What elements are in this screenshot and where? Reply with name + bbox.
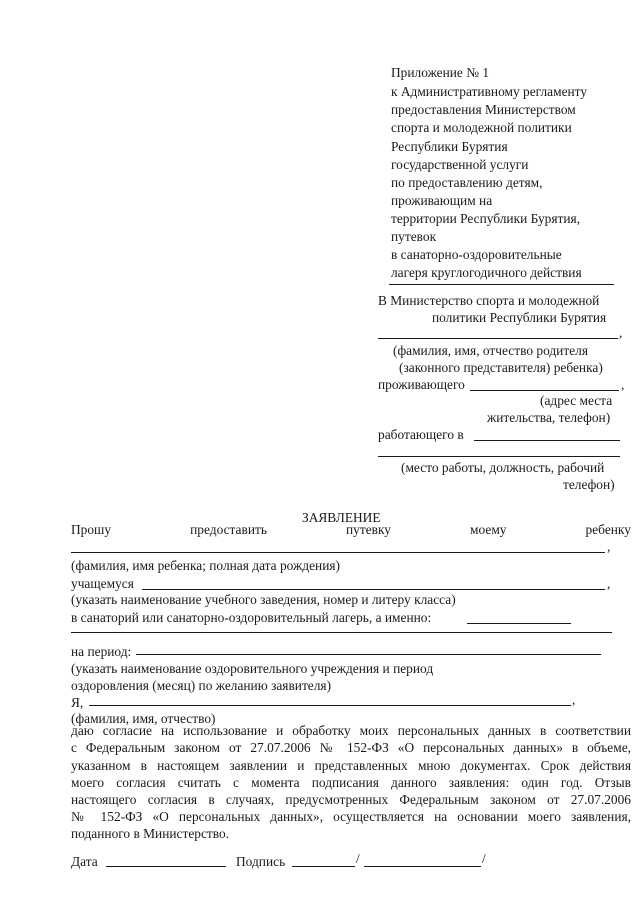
work-field-line-2[interactable] [378, 456, 620, 457]
request-line [71, 523, 631, 536]
appendix-line: спорта и молодежной политики [391, 120, 572, 135]
comma: , [607, 539, 611, 554]
appendix-line: Республики Бурятия [391, 139, 508, 154]
child-hint: (фамилия, имя ребенка; полная дата рождения) [71, 558, 340, 573]
date-label: Дата [71, 854, 98, 869]
work-hint: (место работы, должность, рабочий [401, 460, 605, 475]
consent-line: настоящего согласия в случаях, предусмотренных Федеральным законом от 27.07.2006 [71, 792, 631, 807]
period-field-line[interactable] [136, 654, 601, 655]
comma: , [607, 576, 611, 591]
parent-name-field-line[interactable] [378, 338, 618, 339]
address-hint: жительства, телефон) [487, 410, 611, 425]
appendix-divider [389, 284, 614, 285]
appendix-line: к Административному регламенту [391, 84, 588, 99]
period-hint: оздоровления (месяц) по желанию заявителя) [71, 678, 332, 693]
comma: , [619, 325, 623, 340]
work-hint: телефон) [563, 477, 615, 492]
camp-line: в санаторий или санаторно-оздоровительный лагерь, а именно: [71, 610, 432, 625]
applicant-name-field-line[interactable] [89, 705, 571, 706]
consent-line: указанном в настоящем заявлении и представленных мною документах. Срок действия [71, 758, 631, 773]
school-hint: (указать наименование учебного заведения, номер и литеру класса) [71, 592, 456, 607]
request-word: путевку [346, 522, 391, 537]
work-field-line[interactable] [474, 440, 620, 441]
address-field-line[interactable] [470, 390, 619, 391]
parent-hint: (законного представителя) ребенка) [399, 360, 603, 375]
slash: / [356, 851, 360, 866]
working-label: работающего в [378, 427, 464, 442]
i-label: Я, [71, 695, 84, 710]
consent-line: моего согласия считать с момента подписания данного заявления: один год. Отзыв [71, 775, 631, 790]
residing-label: проживающего [378, 377, 465, 392]
request-word: Прошу [71, 522, 112, 537]
camp-field-line[interactable] [467, 623, 571, 624]
student-label: учащемуся [71, 576, 134, 591]
period-label: на период: [71, 644, 132, 659]
appendix-line: государственной услуги [391, 157, 529, 172]
appendix-line: проживающим на [391, 193, 493, 208]
consent-line: поданного в Министерство. [71, 826, 230, 841]
comma: , [621, 377, 625, 392]
date-field-line[interactable] [106, 866, 226, 867]
comma: , [572, 692, 576, 707]
address-hint: (адрес места [540, 393, 613, 408]
appendix-line: в санаторно-оздоровительные [391, 247, 562, 262]
appendix-line: предоставления Министерством [391, 102, 576, 117]
period-hint: (указать наименование оздоровительного учреждения и период [71, 661, 434, 676]
appendix-line: Приложение № 1 [391, 65, 490, 80]
child-name-field-line[interactable] [71, 552, 605, 553]
document-title: ЗАЯВЛЕНИЕ [302, 510, 381, 525]
request-word: моему [470, 522, 507, 537]
consent-line: № 152-ФЗ «О персональных данных», осуществляется на основании моего заявления, [71, 809, 631, 824]
addressee-line: В Министерство спорта и молодежной [378, 293, 600, 308]
sign-label: Подпись [236, 854, 286, 869]
parent-hint: (фамилия, имя, отчество родителя [393, 343, 588, 358]
consent-line: даю согласие на использование и обработку моих персональных данных в соответствии [71, 723, 631, 738]
signature-field-line[interactable] [292, 866, 355, 867]
appendix-line: по предоставлению детям, [391, 175, 543, 190]
request-word: ребенку [585, 522, 631, 537]
appendix-line: территории Республики Бурятия, [391, 211, 581, 226]
signature-decode-field-line[interactable] [364, 866, 481, 867]
request-word: предоставить [190, 522, 267, 537]
addressee-line: политики Республики Бурятия [432, 310, 607, 325]
consent-line: с Федеральным законом от 27.07.2006 № 152-ФЗ «О персональных данных» в объеме, [71, 740, 631, 755]
camp-field-line-2[interactable] [71, 632, 612, 633]
appendix-line: путевок [391, 229, 437, 244]
appendix-line: лагеря круглогодичного действия [391, 265, 582, 280]
slash: / [482, 851, 486, 866]
school-field-line[interactable] [142, 589, 605, 590]
fio-hint: (фамилия, имя, отчество) [71, 711, 216, 726]
